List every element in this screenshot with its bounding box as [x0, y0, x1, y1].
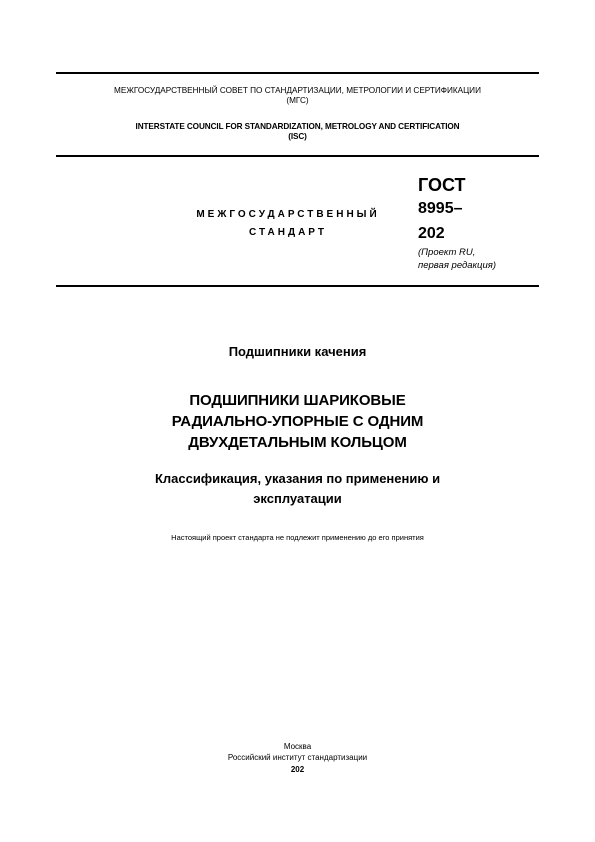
council-name-en-line1: INTERSTATE COUNCIL FOR STANDARDIZATION, METROLOGY AND CERTIFICATION: [135, 122, 460, 131]
council-abbr-en: (ISC): [288, 132, 307, 141]
imprint-organization: Российский институт стандартизации: [227, 753, 368, 762]
draft-notice: Настоящий проект стандарта не подлежит применению до его принятия: [171, 533, 424, 542]
title-group: Подшипники качения: [228, 344, 367, 359]
council-name-ru-line1: МЕЖГОСУДАРСТВЕННЫЙ СОВЕТ ПО СТАНДАРТИЗАЦИИ, МЕТРОЛОГИИ И СЕРТИФИКАЦИИ: [114, 86, 481, 95]
draft-note-line1: (Проект RU,: [418, 247, 476, 258]
council-name-en: [56, 122, 539, 142]
imprint-city: Москва: [283, 742, 312, 751]
gost-number-line1: 8995–: [418, 200, 463, 217]
gost-number-line2: 202: [418, 225, 445, 242]
title-sub-line1: Классификация, указания по применению и: [154, 471, 441, 486]
header-bottom-rule: [56, 155, 539, 157]
council-name-ru: [56, 86, 539, 106]
interstate-label-line1: МЕЖГОСУДАРСТВЕННЫЙ: [196, 209, 380, 220]
gost-label: ГОСТ: [418, 175, 466, 195]
designation-bottom-rule: [56, 285, 539, 287]
council-abbr-ru: (МГС): [286, 96, 309, 105]
top-rule: [56, 72, 539, 74]
draft-note-line2: первая редакция): [418, 260, 496, 271]
title-main-line2: РАДИАЛЬНО-УПОРНЫЕ С ОДНИМ: [171, 413, 424, 430]
title-main-line3: ДВУХДЕТАЛЬНЫМ КОЛЬЦОМ: [188, 434, 407, 451]
title-main-line1: ПОДШИПНИКИ ШАРИКОВЫЕ: [189, 392, 406, 409]
imprint-year: 202: [290, 765, 305, 774]
interstate-label-line2: СТАНДАРТ: [249, 227, 327, 238]
title-sub-line2: эксплуатации: [253, 491, 342, 506]
